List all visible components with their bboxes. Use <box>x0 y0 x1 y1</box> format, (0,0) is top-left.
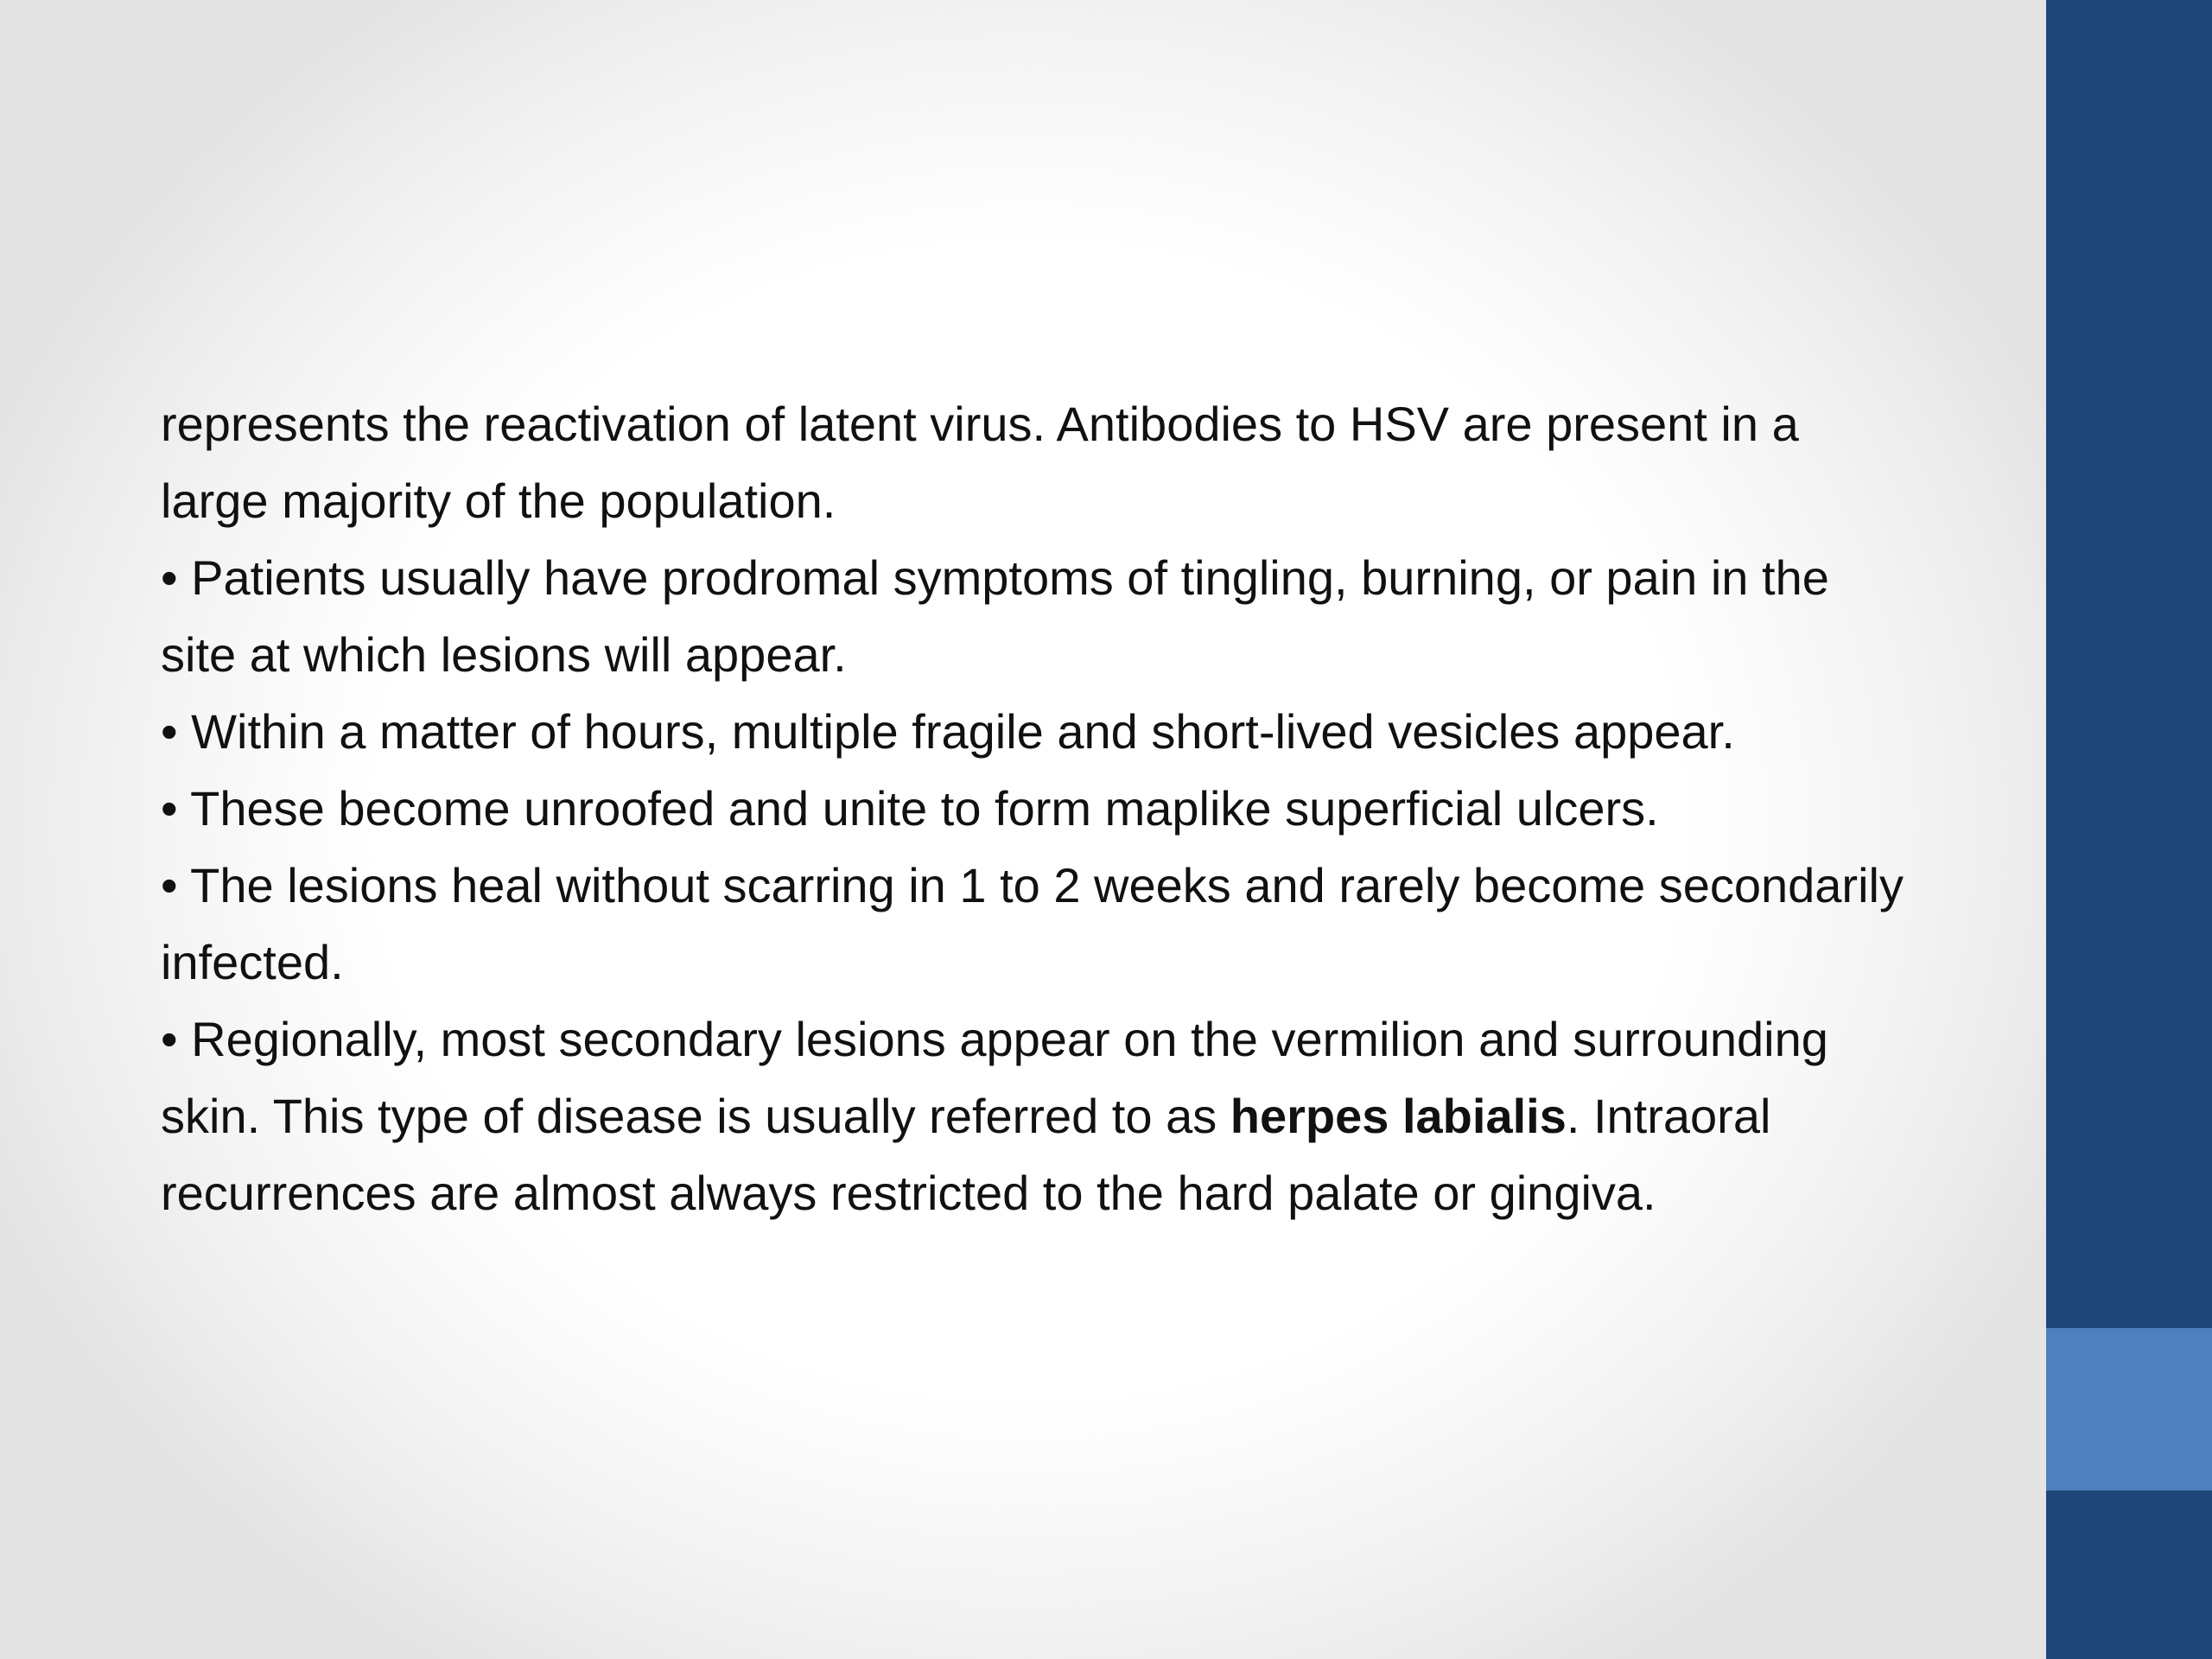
paragraph-7: • The lesions heal without scarring in 1 to 2 weeks and rarely become secondarily <box>161 858 1904 912</box>
term-herpes-labialis: herpes labialis <box>1230 1089 1567 1143</box>
paragraph-10-lead: skin. This type of disease is usually referred to as <box>161 1089 1230 1143</box>
side-bar-accent <box>2046 1328 2212 1491</box>
paragraph-4: site at which lesions will appear. <box>161 627 847 682</box>
paragraph-10-tail: . Intraoral <box>1566 1089 1771 1143</box>
paragraph-9: • Regionally, most secondary lesions appear on the vermilion and surrounding <box>161 1012 1828 1066</box>
paragraph-2: large majority of the population. <box>161 474 836 528</box>
paragraph-6: • These become unroofed and unite to form maplike superficial ulcers. <box>161 781 1659 836</box>
paragraph-8: infected. <box>161 935 344 989</box>
slide-body-text <box>161 393 1949 1239</box>
paragraph-3: • Patients usually have prodromal symptoms of tingling, burning, or pain in the <box>161 550 1829 605</box>
paragraph-10 <box>161 1085 1949 1147</box>
paragraph-11: recurrences are almost always restricted to the hard palate or gingiva. <box>161 1166 1656 1220</box>
paragraph-1: represents the reactivation of latent virus. Antibodies to HSV are present in a <box>161 397 1799 451</box>
paragraph-5: • Within a matter of hours, multiple fragile and short-lived vesicles appear. <box>161 704 1735 759</box>
